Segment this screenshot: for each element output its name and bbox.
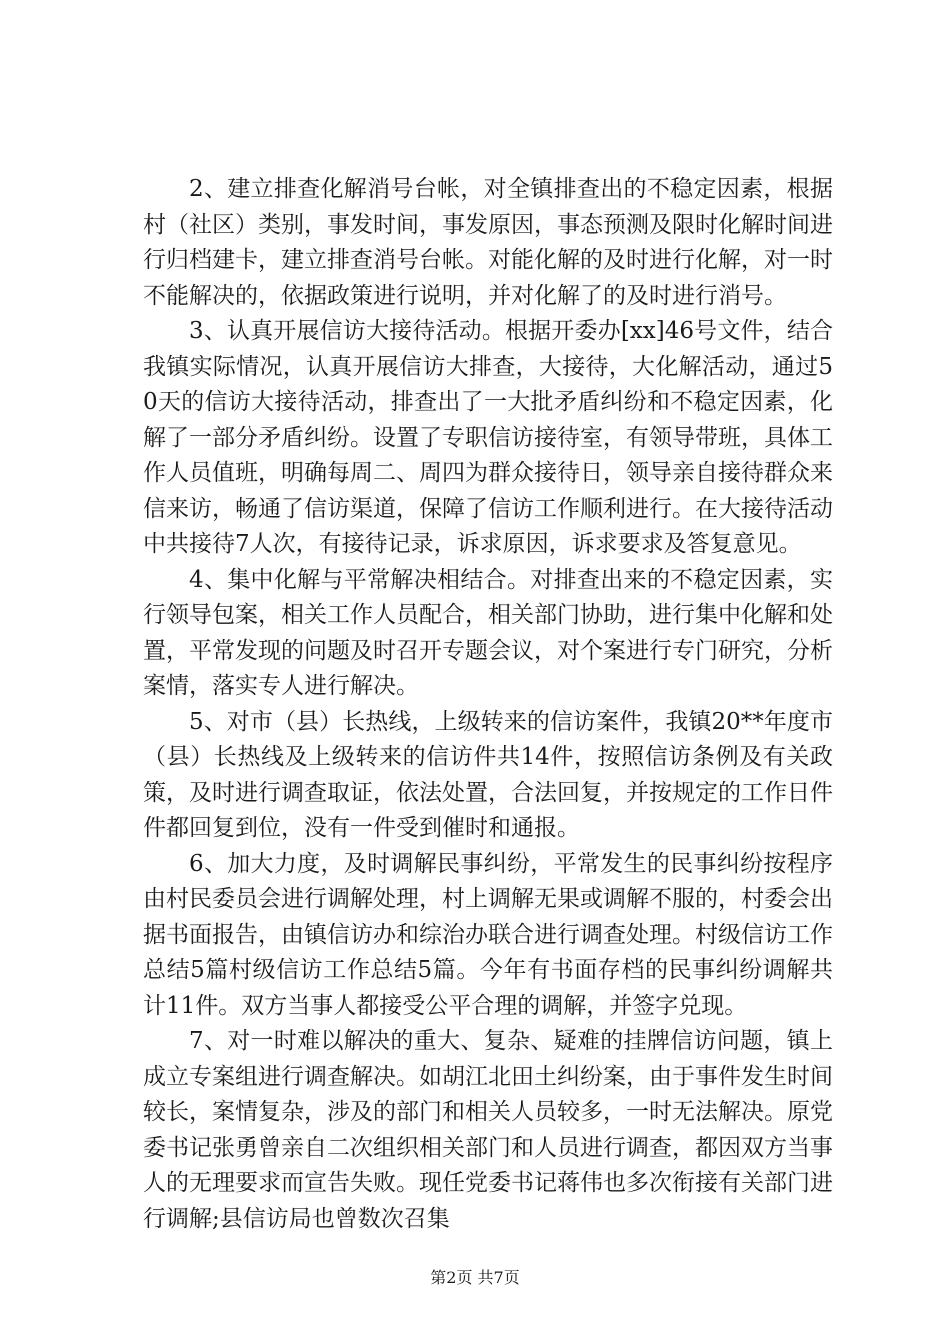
document-body: [143, 172, 833, 1237]
page-number-footer: 第2页 共7页: [430, 1268, 520, 1287]
paragraph-4: 4、集中化解与平常解决相结合。对排查出来的不稳定因素，实行领导包案，相关工作人员配合，相关部门协助，进行集中化解和处置，平常发现的问题及时召开专题会议，对个案进行专门研究，分析案情，落实专人进行解决。: [143, 566, 833, 699]
paragraph-2: 2、建立排查化解消号台帐，对全镇排查出的不稳定因素，根据村（社区）类别，事发时间，事发原因，事态预测及限时化解时间进行归档建卡，建立排查消号台帐。对能化解的及时进行化解，对一时不能解决的，依据政策进行说明，并对化解了的及时进行消号。: [143, 176, 833, 309]
paragraph-6: 6、加大力度，及时调解民事纠纷，平常发生的民事纠纷按程序由村民委员会进行调解处理，村上调解无果或调解不服的，村委会出据书面报告，由镇信访办和综治办联合进行调查处理。村级信访工作总结5篇村级信访工作总结5篇。今年有书面存档的民事纠纷调解共计11件。双方当事人都接受公平合理的调解，并签字兑现。: [143, 850, 833, 1019]
paragraph-3: 3、认真开展信访大接待活动。根据开委办[xx]46号文件，结合我镇实际情况，认真开展信访大排查，大接待，大化解活动，通过50天的信访大接待活动，排查出了一大批矛盾纠纷和不稳定因素，化解了一部分矛盾纠纷。设置了专职信访接待室，有领导带班，具体工作人员值班，明确每周二、周四为群众接待日，领导亲自接待群众来信来访，畅通了信访渠道，保障了信访工作顺利进行。在大接待活动中共接待7人次，有接待记录，诉求原因，诉求要求及答复意见。: [143, 318, 833, 557]
paragraph-5: 5、对市（县）长热线，上级转来的信访案件，我镇20**年度市（县）长热线及上级转来的信访件共14件，按照信访条例及有关政策，及时进行调查取证，依法处置，合法回复，并按规定的工作日件件都回复到位，没有一件受到催时和通报。: [143, 708, 833, 841]
paragraph-7: 7、对一时难以解决的重大、复杂、疑难的挂牌信访问题，镇上成立专案组进行调查解决。如胡江北田土纠纷案，由于事件发生时间较长，案情复杂，涉及的部门和相关人员较多，一时无法解决。原党委书记张勇曾亲自二次组织相关部门和人员进行调查，都因双方当事人的无理要求而宣告失败。现任党委书记蒋伟也多次衔接有关部门进行调解;县信访局也曾数次召集: [143, 1028, 833, 1232]
